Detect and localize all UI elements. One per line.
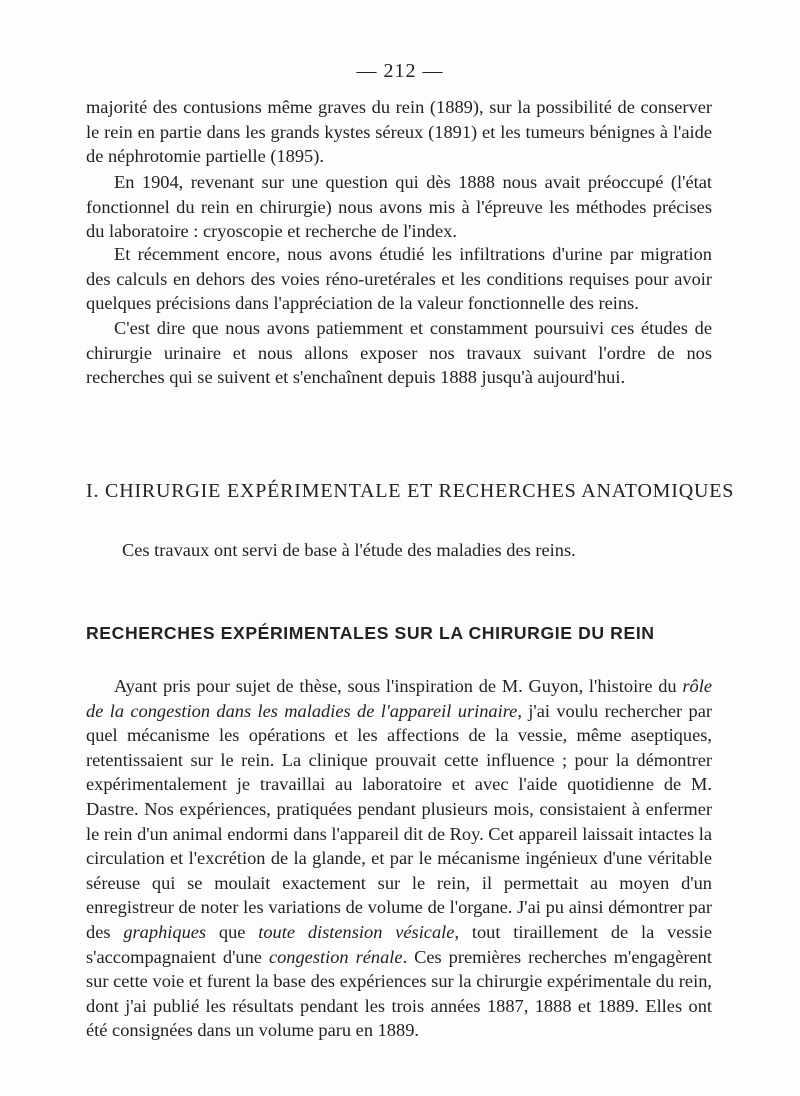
italic-segment: graphiques [123, 921, 207, 942]
text-segment: , j'ai voulu rechercher par quel mécanisme les opérations et les affections de la vessie, même aseptiques, retentissaient sur le rein. La clinique prouvait cette influence ; pour la démontrer expérimentalement je travaillai au laboratoire et avec l'aide quotidienne de M. Dastre. Nos expériences, pratiquées pendant plusieurs mois, consistaient à enfermer le rein d'un animal endormi dans l'appareil dit de Roy. Cet appareil laissait intactes la circulation et l'excrétion de la glande, et par le mécanisme ingénieux d'une véritable séreuse qui se moulait exactement sur le rein, il permettait au moyen d'un enregistreur de noter les variations de volume de l'organe. J'ai pu ainsi démontrer par des [86, 700, 712, 942]
italic-segment: rôle de la congestion dans les maladies de l'appareil urinaire [86, 676, 712, 721]
subsection-paragraph [86, 674, 712, 1043]
text-segment: . Ces premières recherches m'engagèrent sur cette voie et furent la base des expériences sur la chirurgie expérimentale du rein, dont j'ai publié les résultats pendant les trois années 1887, 1888 et 1889. Elles ont été consignées dans un volume paru en 1889. [86, 946, 712, 1041]
page-number: — 212 — [356, 60, 444, 82]
section-note: Ces travaux ont servi de base à l'étude des maladies des reins. [122, 540, 576, 560]
intro-paragraph-3: Et récemment encore, nous avons étudié les infiltrations d'urine par migration des calculs en dehors des voies réno-uretérales et les conditions requises pour avoir quelques précisions dans l'appréciation de la valeur fonctionnelle des reins. [86, 244, 712, 313]
text-segment: Ayant pris pour sujet de thèse, sous l'inspiration de M. Guyon, l'histoire du [114, 676, 683, 696]
intro-paragraph-1: majorité des contusions même graves du rein (1889), sur la possibilité de conserver le rein en partie dans les grands kystes séreux (1891) et les tumeurs bénignes à l'aide de néphrotomie partielle (1895). [86, 97, 712, 166]
intro-paragraph-4: C'est dire que nous avons patiemment et constamment poursuivi ces études de chirurgie urinaire et nous allons exposer nos travaux suivant l'ordre de nos recherches qui se suivent et s'enchaînent depuis 1888 jusqu'à aujourd'hui. [86, 318, 712, 387]
italic-segment: congestion rénale [268, 946, 403, 967]
italic-segment: toute distension vésicale [258, 921, 455, 942]
text-segment: que [206, 921, 259, 942]
subsection-heading: RECHERCHES EXPÉRIMENTALES SUR LA CHIRURGIE DU REIN [86, 623, 655, 643]
section-heading: I. CHIRURGIE EXPÉRIMENTALE ET RECHERCHES ANATOMIQUES [86, 480, 735, 502]
text-segment: , tout tiraillement de la vessie s'accompagnaient d'une [86, 921, 712, 967]
intro-paragraph-2: En 1904, revenant sur une question qui dès 1888 nous avait préoccupé (l'état fonctionnel du rein en chirurgie) nous avons mis à l'épreuve les méthodes précises du laboratoire : cryoscopie et recherche de l'index. [86, 172, 712, 241]
